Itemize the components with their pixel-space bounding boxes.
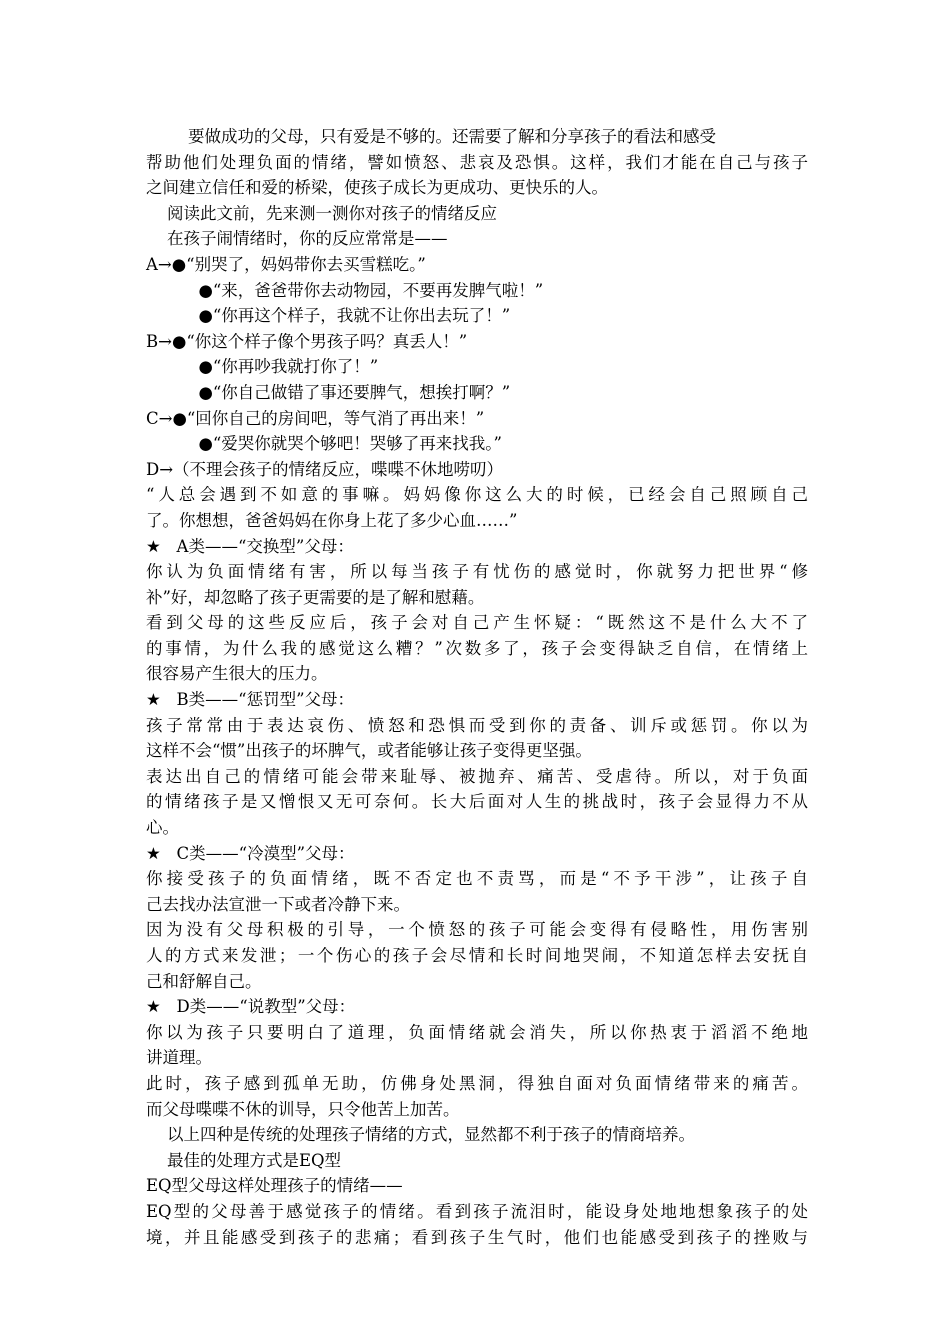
text-line: 己和舒解自己。 xyxy=(146,971,262,991)
text-line: 人的方式来发泄；一个伤心的孩子会尽情和长时间地哭闹，不知道怎样去安抚自 xyxy=(146,946,808,965)
text-line: 你以为孩子只要明白了道理，负面情绪就会消失，所以你热衷于滔滔不绝地 xyxy=(146,1022,808,1042)
section-heading-a: ★ A类——“交换型”父母： xyxy=(146,536,354,556)
text-line: 境，并且能感受到孩子的悲痛；看到孩子生气时，他们也能感受到孩子的挫败与 xyxy=(146,1227,808,1247)
option-line: ●“爱哭你就哭个够吧！哭够了再来找我。” xyxy=(146,434,502,454)
text-line: 看到父母的这些反应后，孩子会对自己产生怀疑：“既然这不是什么大不了 xyxy=(146,613,808,633)
section-heading-d: ★ D类——“说教型”父母： xyxy=(146,997,356,1017)
text-line: EQ型的父母善于感觉孩子的情绪。看到孩子流泪时，能设身处地地想象孩子的处 xyxy=(146,1201,808,1221)
option-d-line: D→（不理会孩子的情绪反应，喋喋不休地唠叨） xyxy=(146,459,504,479)
option-c-line: C→●“回你自己的房间吧，等气消了再出来！” xyxy=(146,408,485,428)
eq-heading: EQ型父母这样处理孩子的情绪—— xyxy=(146,1176,403,1196)
text-line: 最佳的处理方式是EQ型 xyxy=(146,1150,342,1170)
option-line: ●“你再这个样子，我就不让你出去玩了！” xyxy=(146,306,511,326)
text-line: 的事情，为什么我的感觉这么糟？”次数多了，孩子会变得缺乏自信，在情绪上 xyxy=(146,638,808,658)
section-heading-c: ★ C类——“冷漠型”父母： xyxy=(146,843,355,863)
text-line: 之间建立信任和爱的桥梁，使孩子成长为更成功、更快乐的人。 xyxy=(146,178,608,198)
option-line: ●“你自己做错了事还要脾气，想挨打啊？” xyxy=(146,382,511,402)
text-line: 以上四种是传统的处理孩子情绪的方式，显然都不利于孩子的情商培养。 xyxy=(146,1125,695,1145)
text-line: 补”好，却忽略了孩子更需要的是了解和慰藉。 xyxy=(146,587,485,607)
text-line: 己去找办法宣泄一下或者冷静下来。 xyxy=(146,894,410,914)
text-line: 帮助他们处理负面的情绪，譬如愤怒、悲哀及恐惧。这样，我们才能在自己与孩子 xyxy=(146,152,808,172)
text-line: 表达出自己的情绪可能会带来耻辱、被抛弃、痛苦、受虐待。所以，对于负面 xyxy=(146,766,808,786)
text-line: 很容易产生很大的压力。 xyxy=(146,664,328,684)
document-page xyxy=(146,124,808,1250)
text-line: 的情绪孩子是又憎恨又无可奈何。长大后面对人生的挑战时，孩子会显得力不从 xyxy=(146,792,808,812)
text-line: 因为没有父母积极的引导，一个愤怒的孩子可能会变得有侵略性，用伤害别 xyxy=(146,920,808,940)
text-line: 要做成功的父母，只有爱是不够的。还需要了解和分享孩子的看法和感受 xyxy=(146,127,716,146)
text-line: 你认为负面情绪有害，所以每当孩子有忧伤的感觉时，你就努力把世界“修 xyxy=(146,562,808,582)
option-line: ●“来，爸爸带你去动物园，不要再发脾气啦！” xyxy=(146,280,544,300)
text-line: “人总会遇到不如意的事嘛。妈妈像你这么大的时候，已经会自己照顾自己 xyxy=(146,485,808,505)
text-line: 阅读此文前，先来测一测你对孩子的情绪反应 xyxy=(146,203,497,223)
text-line: 了。你想想，爸爸妈妈在你身上花了多少心血……” xyxy=(146,510,518,530)
text-line: 在孩子闹情绪时，你的反应常常是—— xyxy=(146,229,448,249)
text-line: 而父母喋喋不休的训导，只令他苦上加苦。 xyxy=(146,1099,460,1119)
text-line: 孩子常常由于表达哀伤、愤怒和恐惧而受到你的责备、训斥或惩罚。你以为 xyxy=(146,715,808,735)
option-b-line: B→●“你这个样子像个男孩子吗？真丢人！” xyxy=(146,331,468,351)
option-a-line: A→●“别哭了，妈妈带你去买雪糕吃。” xyxy=(146,254,426,274)
text-line: 此时，孩子感到孤单无助，仿佛身处黑洞，得独自面对负面情绪带来的痛苦。 xyxy=(146,1073,808,1093)
text-line: 心。 xyxy=(146,818,179,838)
text-line: 你接受孩子的负面情绪，既不否定也不责骂，而是“不予干涉”，让孩子自 xyxy=(146,869,808,889)
section-heading-b: ★ B类——“惩罚型”父母： xyxy=(146,690,355,710)
text-line: 这样不会“惯”出孩子的坏脾气，或者能够让孩子变得更坚强。 xyxy=(146,741,592,761)
option-line: ●“你再吵我就打你了！” xyxy=(146,357,379,377)
text-line: 讲道理。 xyxy=(146,1048,212,1068)
